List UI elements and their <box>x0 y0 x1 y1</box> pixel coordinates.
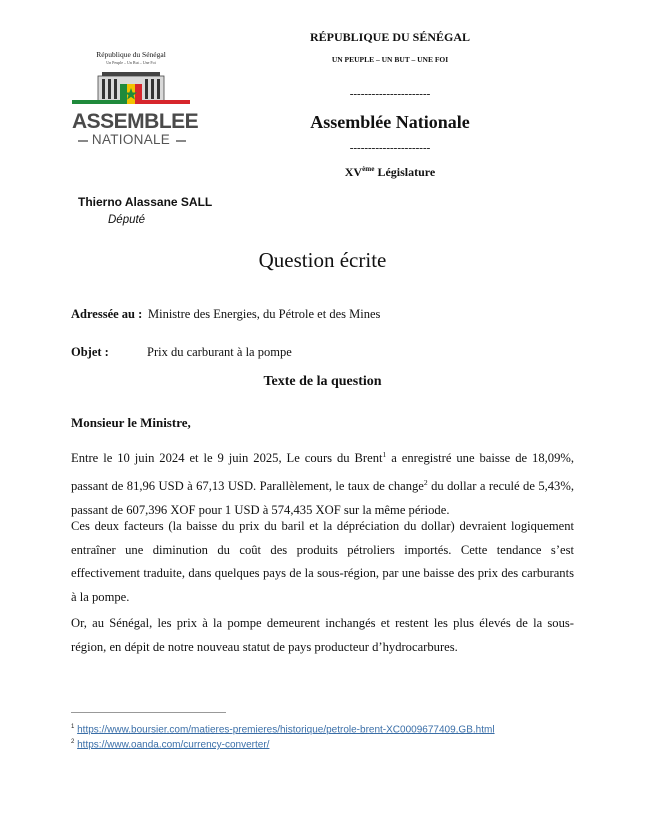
salutation: Monsieur le Ministre, <box>71 415 191 430</box>
footnote-2-link[interactable]: https://www.oanda.com/currency-converter/ <box>77 739 270 751</box>
object-label: Objet : <box>71 345 109 359</box>
legislature-label: Législature <box>374 165 436 179</box>
object-value: Prix du carburant à la pompe <box>147 345 292 359</box>
footnote-2-number: 2 <box>71 739 75 745</box>
paragraph-1-part-b: a enregistré une baisse de 18,09%, passant de 81,96 USD à 67,13 USD. Parallèlement, le taux de change <box>71 451 575 493</box>
deputy-name: Thierno Alassane SALL <box>78 195 213 209</box>
document-title: Question écrite <box>258 248 387 272</box>
paragraph-2: Ces deux facteurs (la baisse du prix du baril et la dépréciation du dollar) devraient logiquement entraîner une diminution du coût des produits pétroliers importés. Cette tendance s’est effectivement traduite, dans quelques pays de la sous-région, par une baisse des prix des carburants à la pompe. <box>71 519 574 604</box>
logo-name-big: ASSEMBLEE <box>72 110 199 133</box>
deputy-title: Député <box>108 214 146 226</box>
paragraph-1-part-a: Entre le 10 juin 2024 et le 9 juin 2025, Le cours du Brent <box>71 451 383 466</box>
paragraph-3: Or, au Sénégal, les prix à la pompe demeurent inchangés et restent les plus élevés de la sous-région, en dépit de notre nouveau statut de pays producteur d’hydrocarbures. <box>71 616 574 654</box>
footnote-1 <box>71 724 495 735</box>
assemblee-nationale-logo <box>72 50 199 150</box>
legislature-heading <box>302 165 478 180</box>
republic-heading: RÉPUBLIQUE DU SÉNÉGAL <box>309 30 471 44</box>
footnote-ref-2[interactable]: 2 <box>423 477 428 487</box>
footnote-1-link[interactable]: https://www.boursier.com/matieres-premieres/historique/petrole-brent-XC0009677409,GB.html <box>77 724 495 736</box>
addressed-to-value: Ministre des Energies, du Pétrole et des Mines <box>148 307 381 321</box>
footnote-1-number: 1 <box>71 724 75 730</box>
footnote-ref-1[interactable]: 1 <box>382 450 387 459</box>
assembly-building-icon <box>72 66 190 110</box>
national-motto: UN PEUPLE – UN BUT – UNE FOI <box>331 55 449 64</box>
paragraph-1-part-c: du dollar a reculé de 5,43%, passant de 607,396 XOF pour 1 USD à 574,435 XOF sur la même période. <box>71 478 574 517</box>
addressed-to-label: Adressée au : <box>71 307 143 321</box>
footnote-separator <box>71 712 226 713</box>
logo-name-small: NATIONALE <box>91 132 171 147</box>
legislature-ordinal: ème <box>362 165 375 173</box>
header-separator-top: ---------------------- <box>349 88 431 100</box>
institution-heading: Assemblée Nationale <box>310 112 470 132</box>
logo-top-text: République du Sénégal <box>96 50 166 59</box>
paragraph-1 <box>71 443 574 522</box>
question-subtitle: Texte de la question <box>263 374 382 389</box>
header-separator-bottom: ---------------------- <box>349 142 431 154</box>
logo-motto-text: Un Peuple – Un But – Une Foi <box>106 60 156 65</box>
legislature-number: XV <box>344 165 363 179</box>
footnote-2 <box>71 739 269 750</box>
